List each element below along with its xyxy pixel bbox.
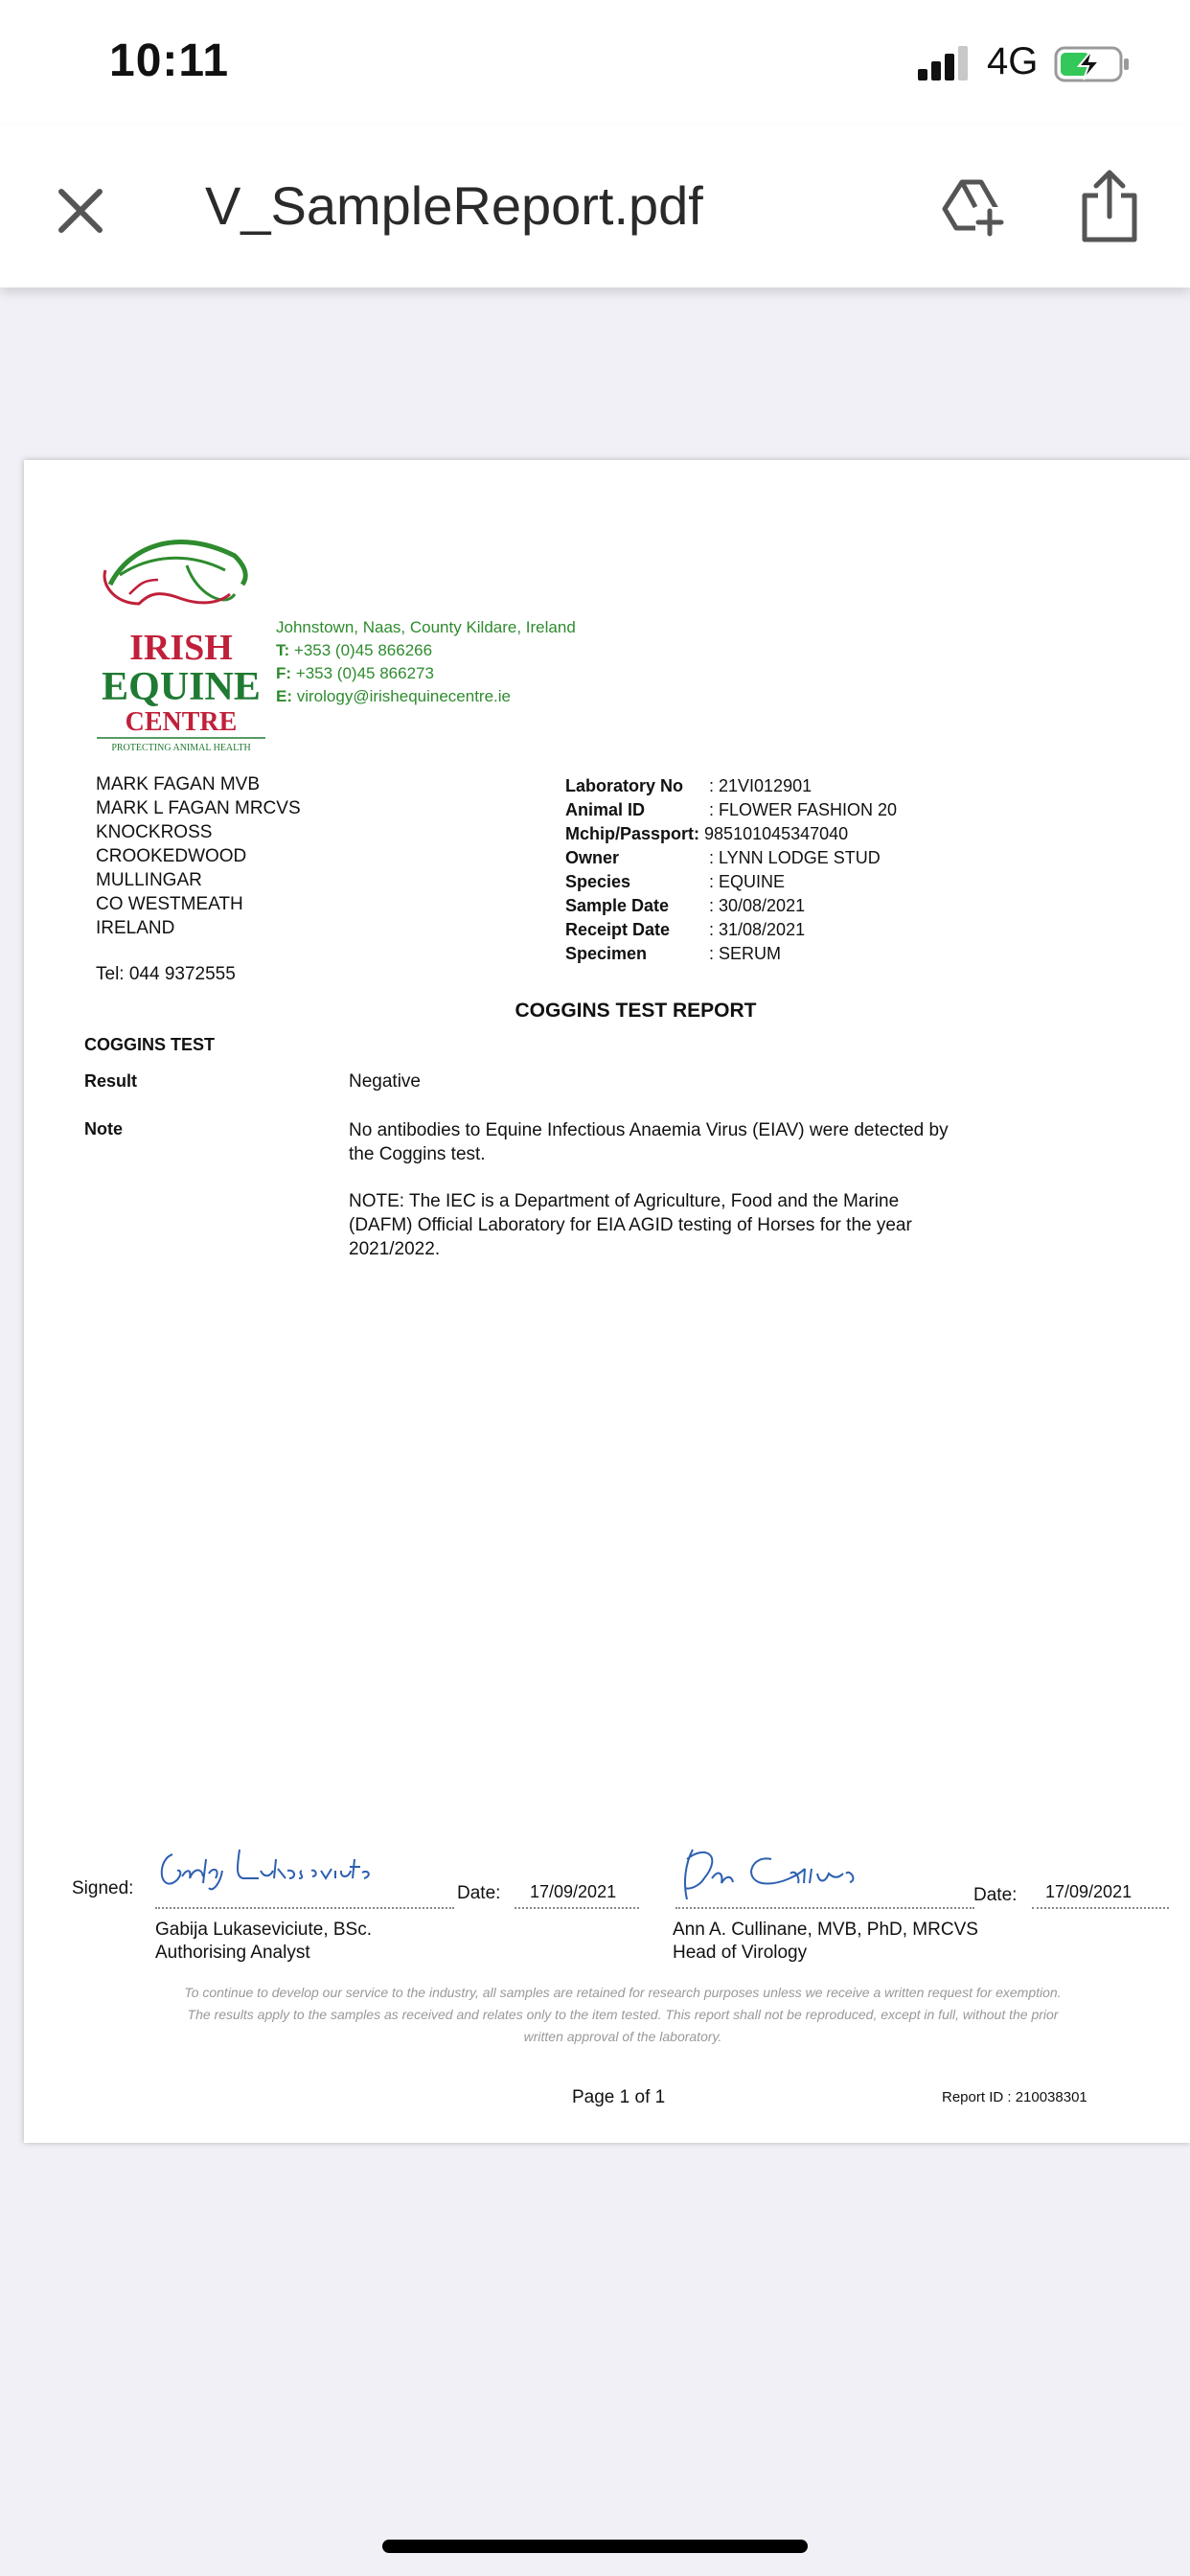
lab-address: Johnstown, Naas, County Kildare, Ireland (276, 618, 576, 636)
detail-label: Specimen (565, 944, 648, 963)
svg-text:IRISH: IRISH (129, 628, 233, 668)
detail-row (565, 774, 897, 798)
address-line: MARK FAGAN MVB (96, 774, 261, 794)
signature-2 (675, 1840, 905, 1907)
home-indicator[interactable] (382, 2540, 808, 2553)
signer1-name-block (155, 1919, 372, 1965)
svg-text:CENTRE: CENTRE (125, 707, 238, 737)
address-line: CROOKEDWOOD (96, 846, 247, 866)
signer1-date: 17/09/2021 (530, 1882, 617, 1901)
address-line: MARK L FAGAN MRCVS (96, 798, 301, 818)
lab-contact-info (276, 616, 576, 708)
detail-row (565, 822, 897, 846)
detail-label: Mchip/Passport: (565, 824, 700, 843)
detail-label: Species (565, 872, 631, 891)
report-id: Report ID : 210038301 (942, 2089, 1087, 2105)
detail-row (565, 918, 897, 942)
signer1-role: Authorising Analyst (155, 1943, 310, 1963)
signed-label: Signed: (72, 1878, 134, 1898)
detail-value: : LYNN LODGE STUD (709, 848, 881, 867)
status-time: 10:11 (109, 35, 230, 86)
disclaimer-line: To continue to develop our service to the industry, all samples are retained for research purposes unless we receive a written request for exemption. (184, 1985, 1062, 2000)
signature-1 (153, 1840, 393, 1898)
signal-icon (916, 44, 970, 82)
sample-details (565, 774, 897, 966)
signer2-name-block (673, 1919, 978, 1965)
add-to-drive-icon[interactable] (937, 172, 1006, 242)
detail-label: Receipt Date (565, 920, 671, 939)
disclaimer-line: written approval of the laboratory. (523, 2029, 722, 2044)
address-line: CO WESTMEATH (96, 894, 243, 914)
detail-row (565, 798, 897, 822)
detail-value: 985101045347040 (699, 824, 849, 843)
detail-row (565, 942, 897, 966)
detail-value: : 21VI012901 (709, 776, 812, 795)
detail-value: : EQUINE (709, 872, 786, 891)
app-bar (0, 125, 1190, 288)
note-label: Note (84, 1119, 123, 1138)
signer1-name: Gabija Lukaseviciute, BSc. (155, 1920, 373, 1940)
pdf-page[interactable] (24, 460, 1190, 2143)
disclaimer (120, 1982, 1126, 2048)
detail-row (565, 894, 897, 918)
report-title: COGGINS TEST REPORT (515, 1000, 757, 1022)
address-line: MULLINGAR (96, 870, 202, 890)
detail-label: Animal ID (565, 800, 646, 819)
recipient-tel: Tel: 044 9372555 (96, 964, 236, 984)
detail-value: : 31/08/2021 (709, 920, 806, 939)
date-line-1 (515, 1907, 639, 1909)
share-icon[interactable] (1079, 167, 1140, 243)
svg-text:EQUINE: EQUINE (102, 665, 261, 709)
document-title: V_SampleReport.pdf (205, 175, 703, 236)
lab-phone-label: T: (276, 641, 290, 659)
note-paragraph: NOTE: The IEC is a Department of Agriculture, Food and the Marine (DAFM) Official Laboratory for EIA AGID testing of Horses for the year 2021/2022. (349, 1191, 912, 1259)
signer2-name: Ann A. Cullinane, MVB, PhD, MRCVS (673, 1920, 978, 1940)
detail-value: : 30/08/2021 (709, 896, 806, 915)
result-label: Result (84, 1071, 138, 1091)
date-label-2: Date: (973, 1885, 1018, 1905)
detail-value: : SERUM (709, 944, 782, 963)
lab-email-label: E: (276, 687, 292, 705)
signer2-role: Head of Virology (673, 1943, 808, 1963)
detail-value: : FLOWER FASHION 20 (709, 800, 898, 819)
network-type: 4G (987, 40, 1039, 82)
lab-fax-label: F: (276, 664, 292, 682)
address-line: IRELAND (96, 918, 175, 938)
disclaimer-line: The results apply to the samples as received and relates only to the item tested. This report shall not be reproduced, except in full, without the prior (187, 2007, 1059, 2022)
detail-row (565, 846, 897, 870)
note-paragraph: No antibodies to Equine Infectious Anaemia Virus (EIAV) were detected by the Coggins test. (349, 1120, 949, 1164)
irish-equine-centre-logo (91, 527, 271, 753)
status-bar (0, 0, 1190, 125)
close-icon[interactable] (50, 180, 111, 242)
recipient-address (96, 772, 301, 940)
date-line-2 (1032, 1907, 1169, 1909)
detail-label: Sample Date (565, 896, 670, 915)
detail-label: Laboratory No (565, 776, 684, 795)
signature-line-2 (675, 1907, 974, 1909)
date-label-1: Date: (457, 1883, 501, 1903)
note-text (349, 1118, 962, 1284)
section-title: COGGINS TEST (84, 1035, 216, 1054)
signature-line-1 (155, 1907, 454, 1909)
detail-row (565, 870, 897, 894)
lab-phone: +353 (0)45 866266 (293, 641, 433, 659)
page-number: Page 1 of 1 (572, 2087, 666, 2107)
detail-label: Owner (565, 848, 620, 867)
lab-email: virology@irishequinecentre.ie (296, 687, 511, 705)
battery-charging-icon (1054, 46, 1131, 82)
signer2-date: 17/09/2021 (1045, 1882, 1133, 1901)
svg-text:PROTECTING ANIMAL HEALTH: PROTECTING ANIMAL HEALTH (111, 743, 251, 753)
address-line: KNOCKROSS (96, 822, 213, 842)
lab-fax: +353 (0)45 866273 (295, 664, 434, 682)
result-value: Negative (349, 1071, 421, 1092)
